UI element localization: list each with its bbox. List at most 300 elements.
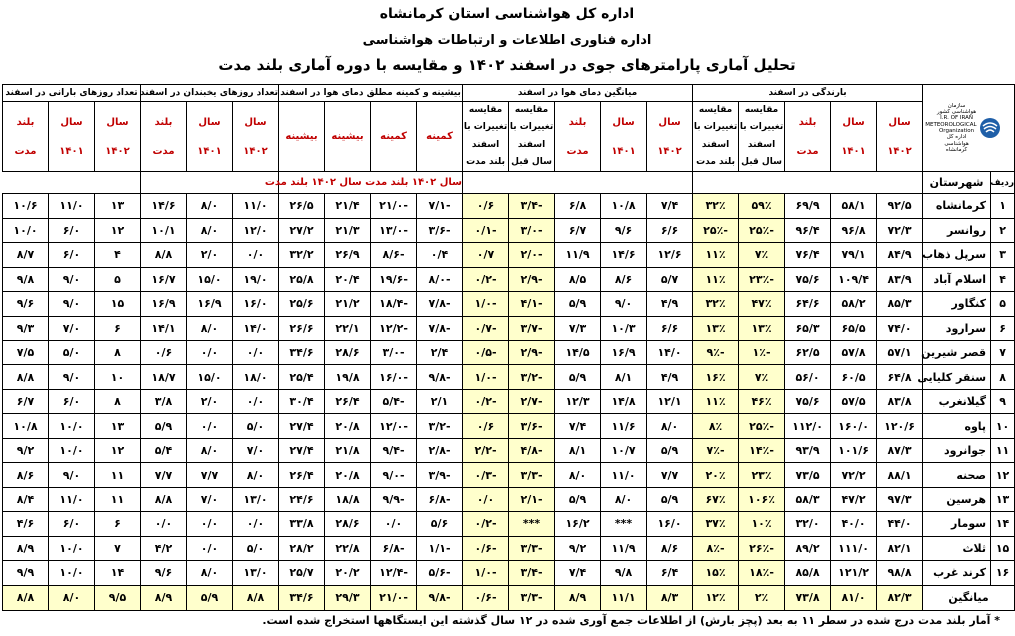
temp-1401: ۱۴/۶: [601, 243, 647, 267]
rainy-longterm: ۸/۶: [3, 463, 49, 487]
table-row: [3, 316, 1015, 340]
row-number: ۹: [991, 389, 1015, 413]
precip-1401: ۵۷/۸: [831, 340, 877, 364]
frost-longterm: ۱۴/۱: [141, 316, 187, 340]
extreme-min-long: -۱۲/۰: [371, 414, 417, 438]
extreme-min-long: -۹/۰: [371, 463, 417, 487]
temp-longterm: ۱۱/۹: [555, 243, 601, 267]
frost-1402: ۱۳/۰: [233, 487, 279, 511]
group-header-row: [3, 85, 1015, 102]
temp-cmp-long: -۰/۳: [463, 463, 509, 487]
frost-1402: ۱۳/۰: [233, 561, 279, 585]
temp-cmp-long: -۰/۲: [463, 512, 509, 536]
precip-longterm: ۹۶/۴: [785, 218, 831, 242]
precip-1402: ۸۸/۱: [877, 463, 923, 487]
precip-cmp-prev: ۱۳٪: [739, 316, 785, 340]
frost-1401: ۰/۰: [187, 536, 233, 560]
temp-1402: ۶/۶: [647, 218, 693, 242]
frost-longterm: ۵/۴: [141, 438, 187, 462]
rainy-longterm: ۹/۶: [3, 292, 49, 316]
rainy-1402: ۷: [95, 536, 141, 560]
extreme-max-1402: ۲۱/۸: [325, 438, 371, 462]
extreme-min-1402: -۵/۶: [417, 561, 463, 585]
frost-1401: ۸/۰: [187, 561, 233, 585]
precip-cmp-prev: -۱۴٪: [739, 438, 785, 462]
group-rainy: تعداد روزهای بارانی در اسفند: [3, 85, 141, 102]
temp-longterm: ۱۴/۵: [555, 340, 601, 364]
precip-longterm: ۶۹/۹: [785, 194, 831, 218]
extreme-max-1402: ۲۶/۹: [325, 243, 371, 267]
row-number: ۵: [991, 292, 1015, 316]
frost-label-spacer: [141, 172, 279, 194]
precip-cmp-prev-header: مقایسه تغییرات با اسفند سال قبل: [739, 102, 785, 172]
temp-1402: ۸/۰: [647, 414, 693, 438]
temp-cmp-prev: -۲/۷: [509, 389, 555, 413]
frost-longterm: ۱۴/۶: [141, 194, 187, 218]
frost-longterm: ۸/۸: [141, 487, 187, 511]
precip-1401-header: سال ۱۴۰۱: [831, 102, 877, 172]
precip-1401: ۸۱/۰: [831, 585, 877, 610]
temp-longterm: ۸/۰: [555, 463, 601, 487]
extreme-max-long: ۲۵/۸: [279, 267, 325, 291]
extreme-max-1402: ۲۰/۸: [325, 463, 371, 487]
frost-1402: ۵/۰: [233, 414, 279, 438]
temp-cmp-long: -۰/۶: [463, 585, 509, 610]
precip-1401: ۶۰/۵: [831, 365, 877, 389]
precip-cmp-prev: -۱۸٪: [739, 561, 785, 585]
rainy-1402: ۹/۵: [95, 585, 141, 610]
extreme-min-long: -۹/۴: [371, 438, 417, 462]
precip-cmp-prev: ۱۰٪: [739, 512, 785, 536]
rainy-1402: ۵: [95, 267, 141, 291]
precip-longterm: ۵۶/۰: [785, 365, 831, 389]
station-name: اسلام آباد: [923, 267, 991, 291]
temp-1402: ۵/۹: [647, 438, 693, 462]
rainy-longterm: ۹/۲: [3, 438, 49, 462]
table-row: [3, 389, 1015, 413]
row-number: ۷: [991, 340, 1015, 364]
extreme-min-1402: -۲/۸: [417, 438, 463, 462]
precip-1401: ۱۰۹/۴: [831, 267, 877, 291]
precip-longterm: ۵۸/۳: [785, 487, 831, 511]
precip-longterm: ۷۳/۵: [785, 463, 831, 487]
extreme-max-1402: ۲۲/۸: [325, 536, 371, 560]
temp-cmp-prev: -۲/۹: [509, 340, 555, 364]
rainy-1401: ۱۱/۰: [49, 194, 95, 218]
temp-cmp-long: -۰/۵: [463, 340, 509, 364]
frost-1401: ۰/۰: [187, 414, 233, 438]
extreme-max-1402: ۲۰/۴: [325, 267, 371, 291]
extreme-min-long: -۳/۰: [371, 340, 417, 364]
station-name: سرارود: [923, 316, 991, 340]
temp-cmp-long: -۱/۰: [463, 561, 509, 585]
precip-1401: ۱۰۱/۶: [831, 438, 877, 462]
extreme-min-long: -۱۶/۰: [371, 365, 417, 389]
rainy-longterm: ۱۰/۶: [3, 194, 49, 218]
frost-longterm: ۳/۸: [141, 389, 187, 413]
rainy-1401: ۱۰/۰: [49, 561, 95, 585]
precip-longterm: ۸۹/۲: [785, 536, 831, 560]
temp-1402-header: سال ۱۴۰۲: [647, 102, 693, 172]
station-name: کرمانشاه: [923, 194, 991, 218]
precip-cmp-prev: -۱٪: [739, 340, 785, 364]
report-title: اداره کل هواشناسی استان کرمانشاه: [379, 6, 635, 22]
table-row: [3, 340, 1015, 364]
precip-cmp-long: ۸٪: [693, 414, 739, 438]
rainy-1401: ۵/۰: [49, 340, 95, 364]
precip-1402: ۹۷/۳: [877, 487, 923, 511]
precip-cmp-long: ۱۳٪: [693, 316, 739, 340]
group-precip: بارندگی در اسفند: [693, 85, 923, 102]
temp-cmp-prev: -۳/۷: [509, 316, 555, 340]
temp-label-spacer: [463, 172, 693, 194]
extreme-max-long: ۲۵/۴: [279, 365, 325, 389]
extreme-max-long: ۳۳/۸: [279, 512, 325, 536]
temp-1401: ۹/۸: [601, 561, 647, 585]
frost-1402: ۱۲/۰: [233, 218, 279, 242]
temp-cmp-long: -۰/۷: [463, 316, 509, 340]
precip-longterm: ۷۳/۸: [785, 585, 831, 610]
table-row: [3, 536, 1015, 560]
temp-cmp-prev: -۲/۱: [509, 487, 555, 511]
rainy-1402: ۸: [95, 340, 141, 364]
frost-1401: ۵/۹: [187, 585, 233, 610]
precip-1401: ۵۷/۵: [831, 389, 877, 413]
extreme-min-long: -۶/۸: [371, 536, 417, 560]
temp-cmp-prev: -۲/۰: [509, 243, 555, 267]
report-heading: تحلیل آماری پارامترهای جوی در اسفند ۱۴۰۲ و مقایسه با دوره آماری بلند مدت: [218, 56, 796, 74]
frost-1401: ۰/۰: [187, 512, 233, 536]
temp-1402: ۸/۳: [647, 585, 693, 610]
extreme-min-1402-header: کمینه: [417, 102, 463, 172]
rainy-1401: ۶/۰: [49, 389, 95, 413]
frost-1402: ۱۶/۰: [233, 292, 279, 316]
table-row: [3, 487, 1015, 511]
precip-longterm: ۳۲/۰: [785, 512, 831, 536]
extreme-min-long: -۲۱/۰: [371, 585, 417, 610]
temp-longterm: ۵/۹: [555, 487, 601, 511]
rainy-longterm: ۸/۸: [3, 585, 49, 610]
frost-1401: ۸/۰: [187, 438, 233, 462]
sub-header-row: [3, 102, 1015, 172]
station-name: جوانرود: [923, 438, 991, 462]
rainy-longterm: ۸/۷: [3, 243, 49, 267]
station-name: پاوه: [923, 414, 991, 438]
temp-1401: ۱۶/۹: [601, 340, 647, 364]
extreme-min-1402: -۷/۸: [417, 292, 463, 316]
extreme-max-long: ۲۸/۲: [279, 536, 325, 560]
station-name: هرسین: [923, 487, 991, 511]
temp-cmp-long: -۰/۲: [463, 389, 509, 413]
temp-1401: ۹/۶: [601, 218, 647, 242]
extreme-min-1402: ۵/۶: [417, 512, 463, 536]
frost-1402: ۰/۰: [233, 340, 279, 364]
rainy-longterm: ۸/۴: [3, 487, 49, 511]
extreme-min-1402: -۳/۶: [417, 218, 463, 242]
precip-cmp-long: ۱۱٪: [693, 243, 739, 267]
precip-1402: ۸۲/۱: [877, 536, 923, 560]
frost-1401: ۱۵/۰: [187, 365, 233, 389]
extreme-min-long: -۸/۶: [371, 243, 417, 267]
rainy-1401: ۶/۰: [49, 512, 95, 536]
precip-longterm: ۶۵/۳: [785, 316, 831, 340]
precip-1401: ۴۷/۲: [831, 487, 877, 511]
rainy-longterm: ۱۰/۰: [3, 218, 49, 242]
temp-cmp-long: ۰/۶: [463, 414, 509, 438]
precip-1401: ۱۲۱/۲: [831, 561, 877, 585]
frost-longterm: ۱۶/۷: [141, 267, 187, 291]
temp-1401: ۱۱/۶: [601, 414, 647, 438]
precip-1401: ۷۹/۱: [831, 243, 877, 267]
organization-logo: [923, 103, 1014, 154]
extreme-max-long: ۲۷/۴: [279, 438, 325, 462]
temp-longterm: ۸/۵: [555, 267, 601, 291]
row-number: ۱۵: [991, 536, 1015, 560]
rainy-longterm: ۷/۵: [3, 340, 49, 364]
temp-1402: ۷/۷: [647, 463, 693, 487]
extreme-min-1402: ۲/۱: [417, 389, 463, 413]
group-extreme: بیشینه و کمینه مطلق دمای هوا در اسفند: [279, 85, 463, 102]
temp-1401: ۸/۰: [601, 487, 647, 511]
temp-cmp-prev: -۳/۲: [509, 365, 555, 389]
precip-cmp-prev: ۵۹٪: [739, 194, 785, 218]
extreme-min-1402: -۸/۰: [417, 267, 463, 291]
rainy-1402: ۱۳: [95, 194, 141, 218]
row-number: ۸: [991, 365, 1015, 389]
frost-1401: ۱۶/۹: [187, 292, 233, 316]
precip-cmp-prev: ۲٪: [739, 585, 785, 610]
rainy-1402: ۸: [95, 389, 141, 413]
row-number: ۳: [991, 243, 1015, 267]
station-name: کرند غرب: [923, 561, 991, 585]
frost-1402-header: سال ۱۴۰۲: [233, 102, 279, 172]
precip-label-spacer: [693, 172, 923, 194]
temp-cmp-long: ۰/۷: [463, 243, 509, 267]
temp-longterm: ۷/۳: [555, 316, 601, 340]
precip-1402: ۸۳/۸: [877, 389, 923, 413]
temp-cmp-long: ۰/۶: [463, 194, 509, 218]
precip-cmp-long: ۱۱٪: [693, 389, 739, 413]
precip-cmp-prev: ۷٪: [739, 243, 785, 267]
temp-longterm: ۵/۹: [555, 292, 601, 316]
temp-cmp-prev: -۳/۳: [509, 463, 555, 487]
frost-1401: ۲/۰: [187, 389, 233, 413]
precip-1402: ۹۸/۸: [877, 561, 923, 585]
extreme-max-1402: ۲۶/۴: [325, 389, 371, 413]
row-number: ۱۴: [991, 512, 1015, 536]
extreme-max-long-header: بیشینه: [279, 102, 325, 172]
row-number: ۱۰: [991, 414, 1015, 438]
temp-cmp-long: -۱/۰: [463, 365, 509, 389]
precip-cmp-long: ۲۰٪: [693, 463, 739, 487]
temp-cmp-prev: -۳/۴: [509, 561, 555, 585]
temp-1401: ۸/۶: [601, 267, 647, 291]
precip-cmp-long: -۷٪: [693, 438, 739, 462]
extreme-label-bottom: سال ۱۴۰۲ بلند مدت سال ۱۴۰۲ بلند مدت: [279, 172, 463, 194]
frost-1402: ۰/۰: [233, 243, 279, 267]
temp-cmp-prev-header: مقایسه تغییرات با اسفند سال قبل: [509, 102, 555, 172]
frost-longterm: ۱۰/۱: [141, 218, 187, 242]
temp-1401: ۱۰/۷: [601, 438, 647, 462]
precip-1402: ۸۳/۹: [877, 267, 923, 291]
table-row: [3, 438, 1015, 462]
rainy-1401: ۸/۰: [49, 585, 95, 610]
precip-cmp-long: ۳۲٪: [693, 194, 739, 218]
frost-1402: ۱۹/۰: [233, 267, 279, 291]
meteorological-organization-icon: [979, 117, 1001, 139]
temp-cmp-prev: -۴/۱: [509, 292, 555, 316]
summary-row: [3, 585, 1015, 610]
temp-1401: ۱۱/۱: [601, 585, 647, 610]
rainy-1402: ۶: [95, 316, 141, 340]
frost-longterm: ۱۸/۷: [141, 365, 187, 389]
extreme-max-long: ۳۴/۶: [279, 340, 325, 364]
extreme-min-1402: ۲/۴: [417, 340, 463, 364]
temp-1402: ۷/۴: [647, 194, 693, 218]
rainy-1401: ۱۰/۰: [49, 438, 95, 462]
precip-cmp-long: ۱۶٪: [693, 365, 739, 389]
extreme-max-1402: ۲۸/۶: [325, 512, 371, 536]
precip-longterm: ۹۳/۹: [785, 438, 831, 462]
precip-1402: ۷۴/۰: [877, 316, 923, 340]
rainy-longterm: ۱۰/۸: [3, 414, 49, 438]
temp-1401: ۱۴/۸: [601, 389, 647, 413]
temp-1401: ۱۱/۹: [601, 536, 647, 560]
precip-cmp-prev: ۲۳٪: [739, 463, 785, 487]
temp-longterm: ۱۶/۲: [555, 512, 601, 536]
frost-1401: ۸/۰: [187, 194, 233, 218]
statistics-table: [2, 84, 1015, 611]
extreme-max-1402: ۲۱/۳: [325, 218, 371, 242]
group-temp: میانگین دمای هوا در اسفند: [463, 85, 693, 102]
extreme-max-1402: ۲۰/۸: [325, 414, 371, 438]
rainy-1402: ۶: [95, 512, 141, 536]
extreme-max-long: ۳۲/۲: [279, 243, 325, 267]
rainy-1401: ۱۱/۰: [49, 487, 95, 511]
temp-1402: ۵/۹: [647, 487, 693, 511]
precip-1401: ۱۱۱/۰: [831, 536, 877, 560]
frost-1402: ۷/۰: [233, 438, 279, 462]
rainy-1402: ۴: [95, 243, 141, 267]
precip-cmp-long: ۱۱٪: [693, 267, 739, 291]
temp-longterm: ۸/۱: [555, 438, 601, 462]
rainy-longterm: ۸/۹: [3, 536, 49, 560]
extreme-max-long: ۲۴/۶: [279, 487, 325, 511]
extreme-min-1402: -۶/۸: [417, 487, 463, 511]
extreme-min-long: -۱۹/۶: [371, 267, 417, 291]
extreme-max-long: ۲۶/۴: [279, 463, 325, 487]
temp-cmp-long: -۰/۱: [463, 218, 509, 242]
temp-cmp-prev: -۴/۸: [509, 438, 555, 462]
precip-cmp-long: -۸٪: [693, 536, 739, 560]
row-number: ۲: [991, 218, 1015, 242]
rainy-1402-header: سال ۱۴۰۲: [95, 102, 141, 172]
frost-1402: ۸/۰: [233, 463, 279, 487]
frost-1402: ۱۱/۰: [233, 194, 279, 218]
extreme-min-long: ۰/۰: [371, 512, 417, 536]
table-row: [3, 414, 1015, 438]
precip-longterm: ۸۵/۸: [785, 561, 831, 585]
precip-cmp-prev: -۲۳٪: [739, 267, 785, 291]
frost-longterm: ۸/۸: [141, 243, 187, 267]
table-row: [3, 243, 1015, 267]
precip-cmp-prev: ۴۷٪: [739, 292, 785, 316]
temp-longterm: ۶/۸: [555, 194, 601, 218]
group-frost: تعداد روزهای یخبندان در اسفند: [141, 85, 279, 102]
precip-cmp-long: ۶۷٪: [693, 487, 739, 511]
station-name: قصر شیرین: [923, 340, 991, 364]
frost-longterm: ۷/۷: [141, 463, 187, 487]
temp-longterm: ۱۲/۳: [555, 389, 601, 413]
temp-1401: ***: [601, 512, 647, 536]
frost-1402: ۱۸/۰: [233, 365, 279, 389]
temp-1402: ۵/۷: [647, 267, 693, 291]
station-name: گیلانغرب: [923, 389, 991, 413]
extreme-max-long: ۳۰/۴: [279, 389, 325, 413]
extreme-max-1402: ۲۱/۴: [325, 194, 371, 218]
temp-longterm: ۶/۷: [555, 218, 601, 242]
row-number-header: ردیف: [991, 172, 1015, 194]
extreme-min-long: -۱۲/۴: [371, 561, 417, 585]
rainy-1402: ۱۲: [95, 218, 141, 242]
row-number: ۱۲: [991, 463, 1015, 487]
temp-cmp-prev: -۳/۶: [509, 414, 555, 438]
precip-longterm: ۷۵/۶: [785, 267, 831, 291]
extreme-min-long: -۲۱/۰: [371, 194, 417, 218]
extreme-max-1402: ۲۸/۶: [325, 340, 371, 364]
extreme-min-1402: ۰/۴: [417, 243, 463, 267]
rainy-1402: ۱۵: [95, 292, 141, 316]
table-row: [3, 218, 1015, 242]
frost-1401: ۸/۰: [187, 316, 233, 340]
precip-cmp-long: ۱۲٪: [693, 585, 739, 610]
row-number: ۱: [991, 194, 1015, 218]
row-number: ۱۱: [991, 438, 1015, 462]
row-number: ۴: [991, 267, 1015, 291]
rainy-longterm: ۴/۶: [3, 512, 49, 536]
row-number: ۶: [991, 316, 1015, 340]
frost-1402: ۰/۰: [233, 512, 279, 536]
temp-cmp-prev: -۳/۴: [509, 194, 555, 218]
temp-1401: ۱۰/۸: [601, 194, 647, 218]
frost-longterm: ۱۶/۹: [141, 292, 187, 316]
extreme-max-long: ۲۷/۲: [279, 218, 325, 242]
rainy-longterm-header: بلند مدت: [3, 102, 49, 172]
extreme-max-long: ۲۵/۶: [279, 292, 325, 316]
extreme-max-long: ۲۶/۵: [279, 194, 325, 218]
temp-cmp-long: -۰/۲: [463, 267, 509, 291]
frost-longterm-header: بلند مدت: [141, 102, 187, 172]
rainy-longterm: ۸/۸: [3, 365, 49, 389]
frost-longterm: ۰/۰: [141, 512, 187, 536]
temp-1401-header: سال ۱۴۰۱: [601, 102, 647, 172]
rainy-longterm: ۹/۸: [3, 267, 49, 291]
rainy-1401: ۹/۰: [49, 463, 95, 487]
temp-cmp-prev: -۳/۳: [509, 536, 555, 560]
precip-1402: ۸۵/۳: [877, 292, 923, 316]
summary-label: میانگین: [923, 585, 1015, 610]
precip-1401: ۵۸/۲: [831, 292, 877, 316]
extreme-max-1402: ۱۸/۸: [325, 487, 371, 511]
frost-longterm: ۸/۹: [141, 585, 187, 610]
extreme-min-long: -۱۳/۰: [371, 218, 417, 242]
temp-cmp-prev: -۳/۳: [509, 585, 555, 610]
row-number: ۱۳: [991, 487, 1015, 511]
precip-1401: ۶۵/۵: [831, 316, 877, 340]
rainy-longterm: ۶/۷: [3, 389, 49, 413]
temp-1402: ۶/۶: [647, 316, 693, 340]
temp-longterm-header: بلند مدت: [555, 102, 601, 172]
